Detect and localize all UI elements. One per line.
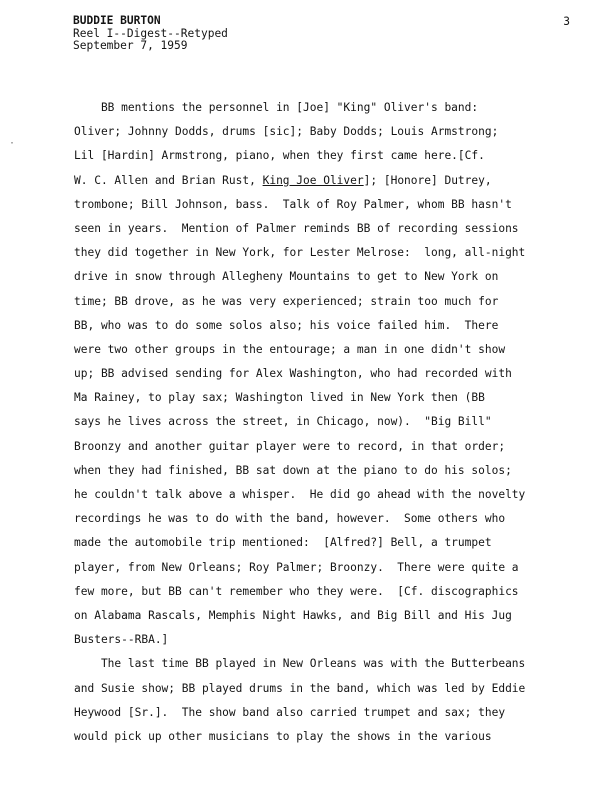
- line-text: Heywood [Sr.]. The show band also carried trumpet and sax; they: [74, 705, 506, 719]
- header-reel: Reel I--Digest--Retyped: [73, 26, 228, 40]
- line-text: and Susie show; BB played drums in the band, which was led by Eddie: [74, 681, 526, 695]
- body-line: [74, 265, 574, 289]
- body-line: [74, 507, 574, 531]
- body-line: [74, 96, 574, 120]
- body-line: [74, 144, 574, 168]
- scan-speck: ·: [9, 138, 16, 149]
- line-text: trombone; Bill Johnson, bass. Talk of Roy Palmer, whom BB hasn't: [74, 197, 512, 211]
- document-body: [74, 96, 574, 749]
- header-date: September 7, 1959: [73, 39, 188, 52]
- line-text: were two other groups in the entourage; a man in one didn't show: [74, 342, 506, 356]
- line-text: seen in years. Mention of Palmer reminds BB of recording sessions: [74, 221, 519, 235]
- line-text: ]; [Honore] Dutrey,: [363, 173, 492, 187]
- body-line: [74, 314, 574, 338]
- line-text: player, from New Orleans; Roy Palmer; Broonzy. There were quite a: [74, 560, 519, 574]
- line-text: W. C. Allen and Brian Rust,: [74, 173, 263, 187]
- body-line: [74, 652, 574, 676]
- document-header: [73, 15, 228, 53]
- body-line: [74, 701, 574, 725]
- line-text: drive in snow through Allegheny Mountains to get to New York on: [74, 270, 499, 284]
- body-line: [74, 556, 574, 580]
- line-text: Broonzy and another guitar player were to record, in that order;: [74, 439, 506, 453]
- line-text: when they had finished, BB sat down at the piano to do his solos;: [74, 463, 512, 477]
- body-line: [74, 362, 574, 386]
- body-line: [74, 290, 574, 314]
- line-text: up; BB advised sending for Alex Washington, who had recorded with: [74, 367, 512, 381]
- body-line: [74, 459, 574, 483]
- line-text: made the automobile trip mentioned: [Alfred?] Bell, a trumpet: [74, 536, 492, 550]
- body-line: [74, 580, 574, 604]
- body-line: [74, 338, 574, 362]
- body-line: [74, 725, 574, 749]
- body-line: [74, 677, 574, 701]
- line-text: BB, who was to do some solos also; his voice failed him. There: [74, 318, 499, 332]
- body-line: [74, 604, 574, 628]
- body-line: [74, 410, 574, 434]
- body-line: [74, 628, 574, 652]
- body-line: [74, 435, 574, 459]
- book-title: King Joe Oliver: [262, 173, 364, 187]
- page-number: 3: [563, 15, 570, 28]
- line-text: he couldn't talk above a whisper. He did go ahead with the novelty: [74, 488, 526, 501]
- body-line: [74, 531, 574, 555]
- body-line: [74, 193, 574, 217]
- line-text: would pick up other musicians to play the shows in the various: [74, 729, 492, 743]
- line-text: BB mentions the personnel in [Joe] "King" Oliver's band:: [74, 101, 479, 114]
- body-line: [74, 169, 574, 193]
- body-line: [74, 386, 574, 410]
- line-text: Busters--RBA.]: [74, 633, 169, 647]
- body-line: [74, 483, 574, 507]
- body-line: [74, 120, 574, 144]
- body-line: [74, 217, 574, 241]
- line-text: Ma Rainey, to play sax; Washington lived in New York then (BB: [74, 391, 485, 405]
- line-text: they did together in New York, for Lester Melrose: long, all-night: [74, 246, 526, 260]
- line-text: time; BB drove, as he was very experienced; strain too much for: [74, 294, 499, 308]
- line-text: Oliver; Johnny Dodds, drums [sic]; Baby Dodds; Louis Armstrong;: [74, 125, 499, 139]
- line-text: says he lives across the street, in Chicago, now). "Big Bill": [74, 415, 492, 429]
- line-text: recordings he was to do with the band, however. Some others who: [74, 512, 506, 526]
- line-text: Lil [Hardin] Armstrong, piano, when they first came here.[Cf.: [74, 149, 485, 163]
- header-name: BUDDIE BURTON: [73, 14, 161, 27]
- line-text: The last time BB played in New Orleans was with the Butterbeans: [74, 657, 526, 671]
- line-text: few more, but BB can't remember who they were. [Cf. discographics: [74, 584, 519, 598]
- line-text: on Alabama Rascals, Memphis Night Hawks, and Big Bill and His Jug: [74, 608, 512, 622]
- body-line: [74, 241, 574, 265]
